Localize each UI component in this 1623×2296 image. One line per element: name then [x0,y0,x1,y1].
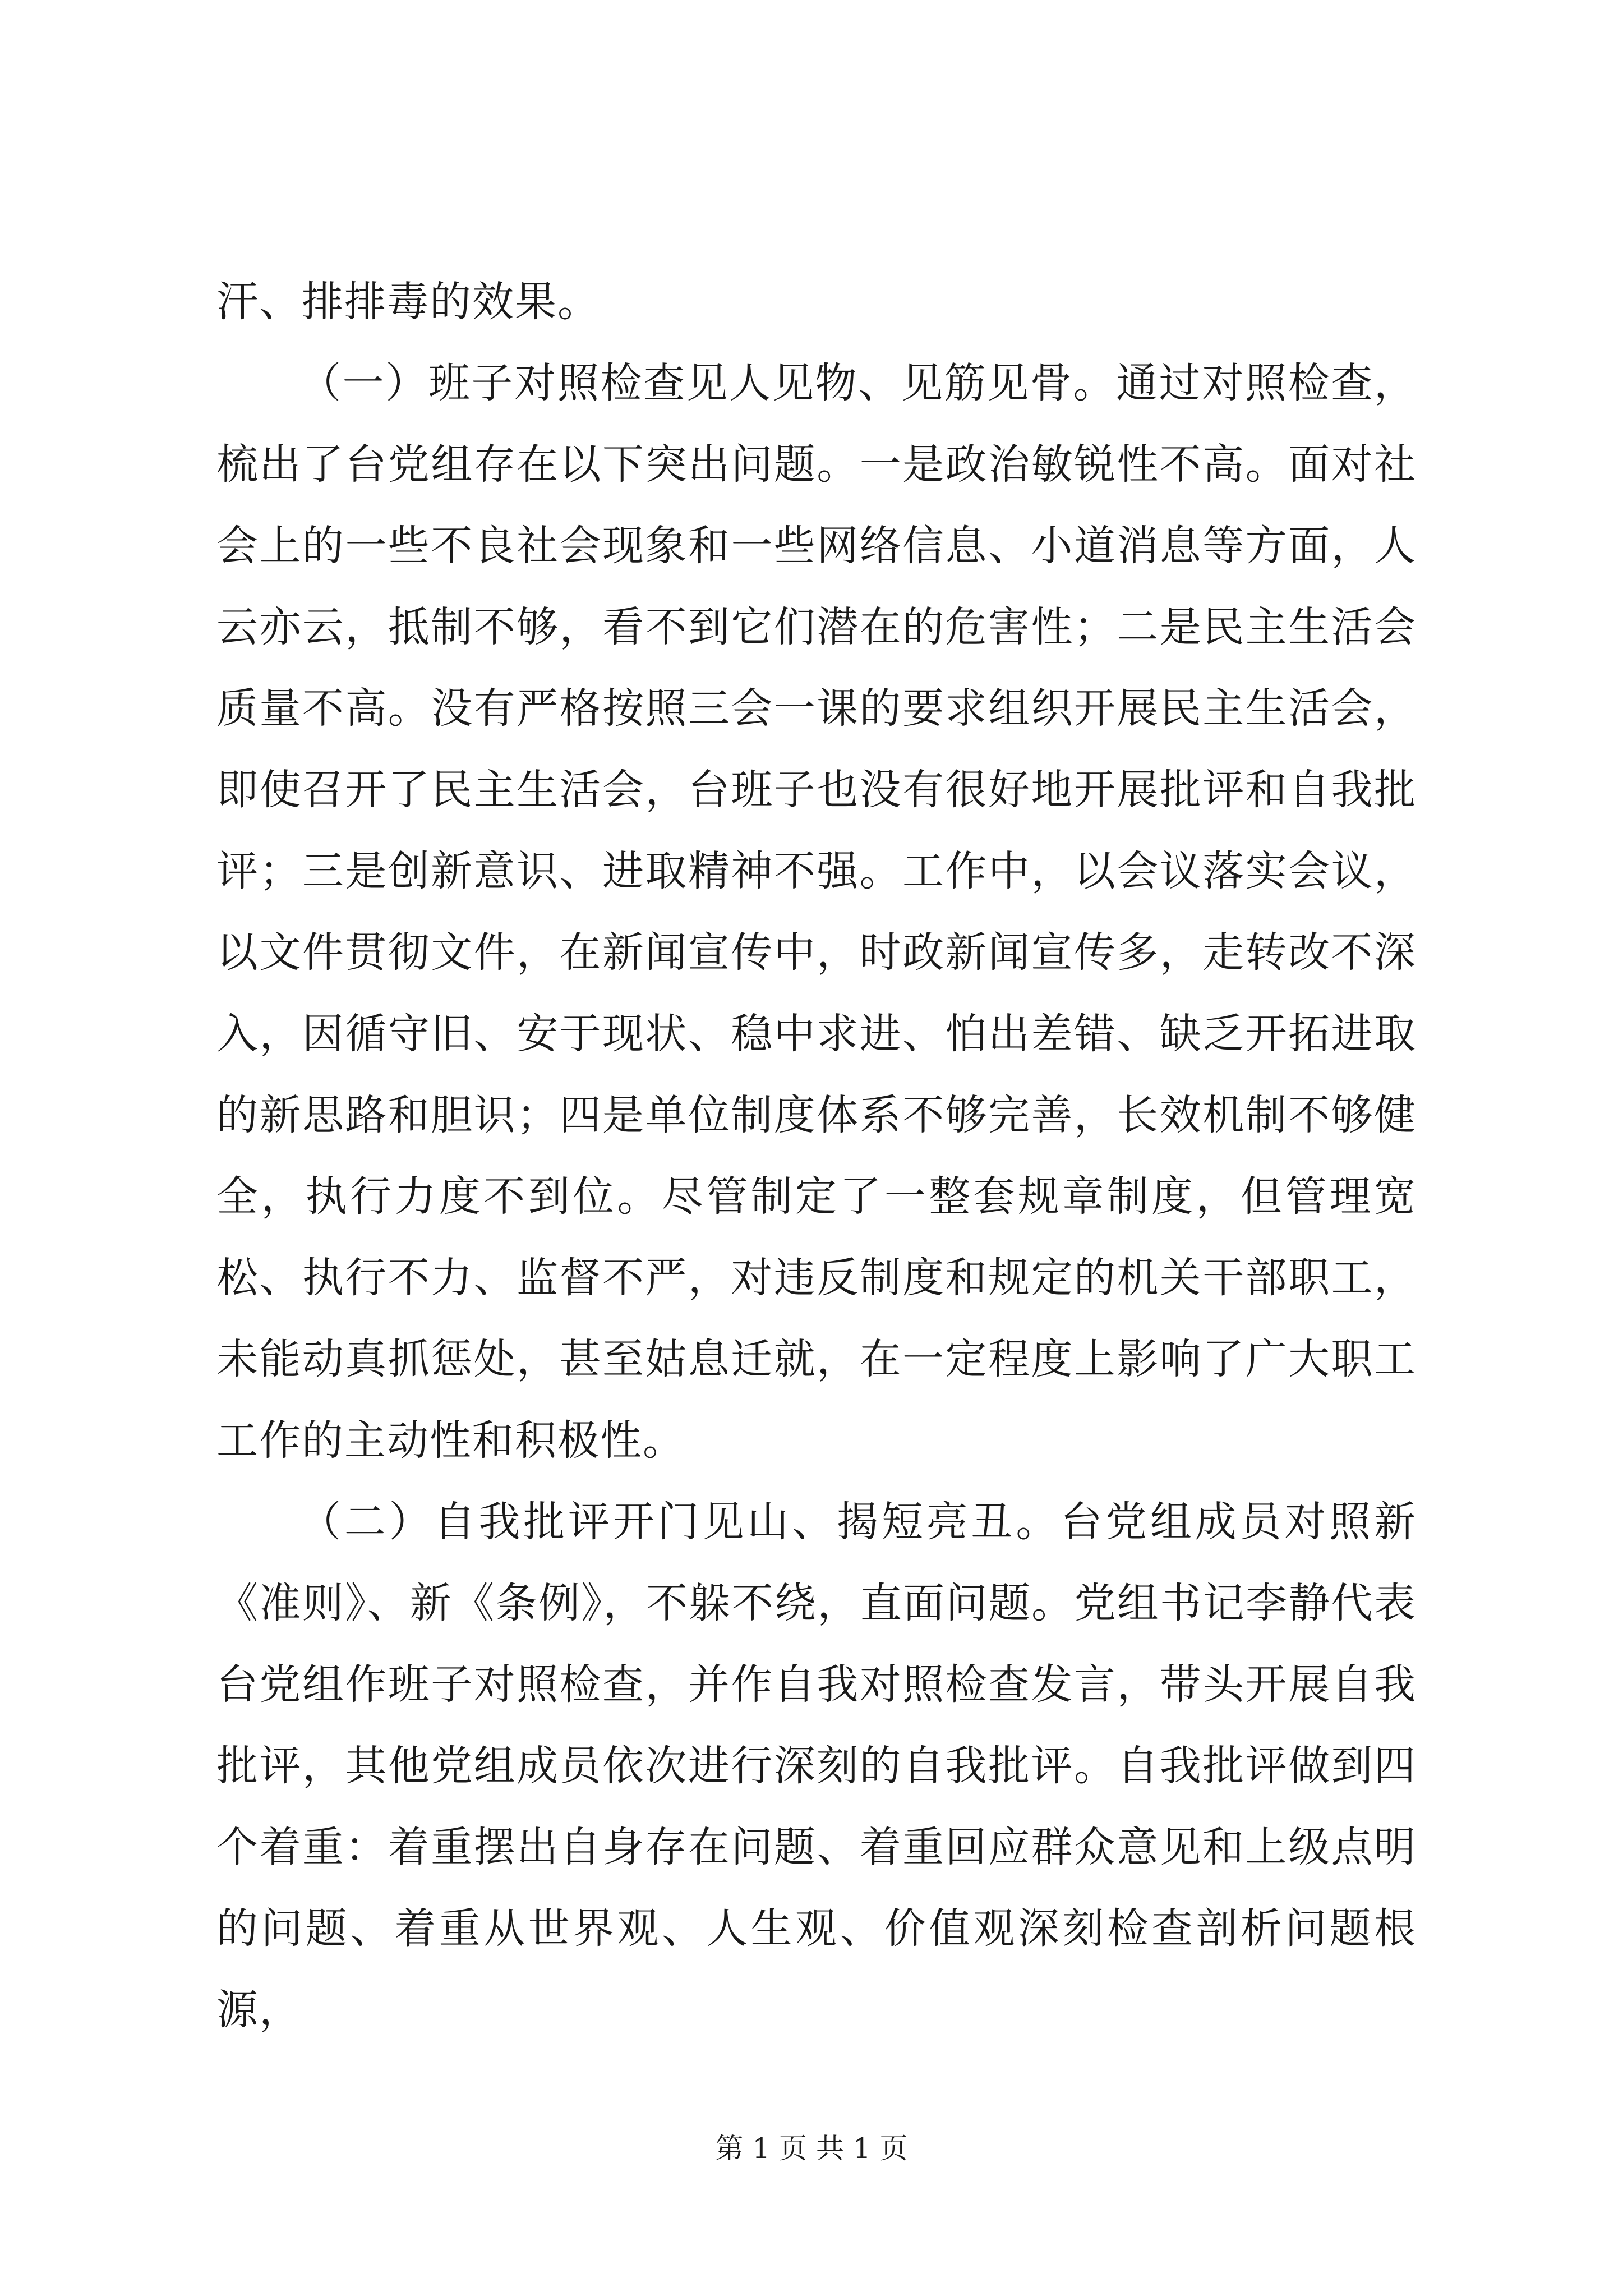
paragraph-section-one: （一）班子对照检查见人见物、见筋见骨。通过对照检查，梳出了台党组存在以下突出问题。一是政治敏锐性不高。面对社会上的一些不良社会现象和一些网络信息、小道消息等方面，人云亦云，抵制不够，看不到它们潜在的危害性；二是民主生活会质量不高。没有严格按照三会一课的要求组织开展民主生活会，即使召开了民主生活会，台班子也没有很好地开展批评和自我批评；三是创新意识、进取精神不强。工作中，以会议落实会议，以文件贯彻文件，在新闻宣传中，时政新闻宣传多，走转改不深入，因循守旧、安于现状、稳中求进、怕出差错、缺乏开拓进取的新思路和胆识；四是单位制度体系不够完善，长效机制不够健全，执行力度不到位。尽管制定了一整套规章制度，但管理宽松、执行不力、监督不严，对违反制度和规定的机关干部职工，未能动真抓惩处，甚至姑息迁就，在一定程度上影响了广大职工工作的主动性和积极性。 [216,359,1417,1465]
document-body [216,261,1417,2051]
page-footer: 第 1 页 共 1 页 [715,2132,908,2165]
paragraph-section-two: （二）自我批评开门见山、揭短亮丑。台党组成员对照新《准则》、新《条例》，不躲不绕，直面问题。党组书记李静代表台党组作班子对照检查，并作自我对照检查发言，带头开展自我批评，其他党组成员依次进行深刻的自我批评。自我批评做到四个着重：着重摆出自身存在问题、着重回应群众意见和上级点明的问题、着重从世界观、人生观、价值观深刻检查剖析问题根源， [216,1498,1417,2034]
paragraph-continuation: 汗、排排毒的效果。 [216,278,600,326]
